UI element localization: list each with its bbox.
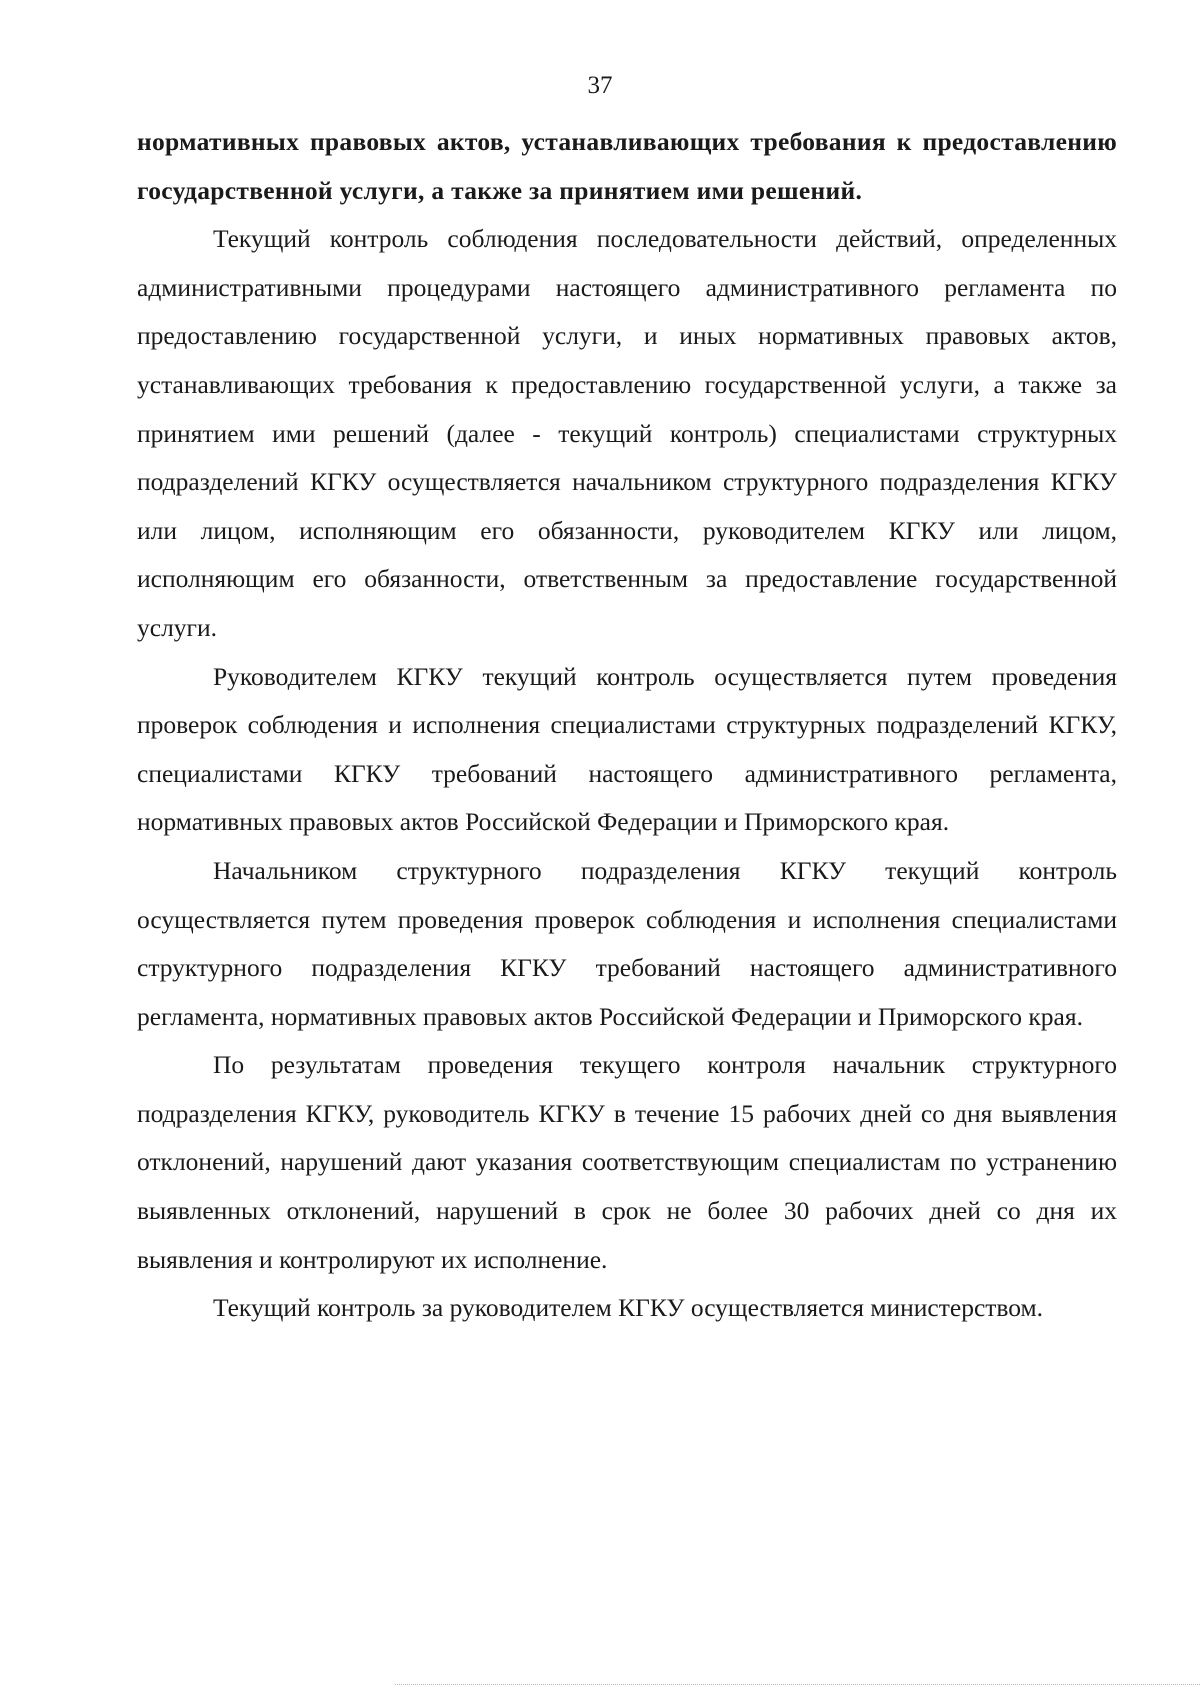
page-number: 37 — [587, 72, 613, 99]
paragraph-division-head-control: Начальником структурного подразделения КГКУ текущий контроль осуществляется путем проведения проверок соблюдения и исполнения специалистами структурного подразделения КГКУ требований настоящего административного регламента, нормативных правовых актов Российской Федерации и Приморского края. — [137, 855, 1117, 1031]
paragraph-control-results: По результатам проведения текущего контроля начальник структурного подразделения КГКУ, руководитель КГКУ в течение 15 рабочих дней со дня выявления отклонений, нарушений дают указания соответствующим специалистам по устранению выявленных отклонений, нарушений в срок не более 30 рабочих дней со дня их выявления и контролируют их исполнение. — [137, 1050, 1117, 1274]
document-body — [137, 118, 1117, 1333]
paragraph-director-control: Руководителем КГКУ текущий контроль осуществляется путем проведения проверок соблюдения и исполнения специалистами структурных подразделений КГКУ, специалистами КГКУ требований настоящего административного регламента, нормативных правовых актов Российской Федерации и Приморского края. — [137, 661, 1117, 837]
paragraph-current-control-definition: Текущий контроль соблюдения последовательности действий, определенных административными процедурами настоящего административного регламента по предоставлению государственной услуги, и иных нормативных правовых актов, устанавливающих требования к предоставлению государственной услуги, а также за принятием ими решений (далее - текущий контроль) специалистами структурных подразделений КГКУ осуществляется начальником структурного подразделения КГКУ или лицом, исполняющим его обязанности, руководителем КГКУ или лицом, исполняющим его обязанности, ответственным за предоставление государственной услуги. — [137, 224, 1117, 642]
scan-edge-line — [395, 1684, 1200, 1685]
section-heading-continuation: нормативных правовых актов, устанавливающих требования к предоставлению государственной услуги, а также за принятием ими решений. — [137, 127, 1117, 205]
paragraph-ministry-control: Текущий контроль за руководителем КГКУ осуществляется министерством. — [213, 1293, 1044, 1323]
